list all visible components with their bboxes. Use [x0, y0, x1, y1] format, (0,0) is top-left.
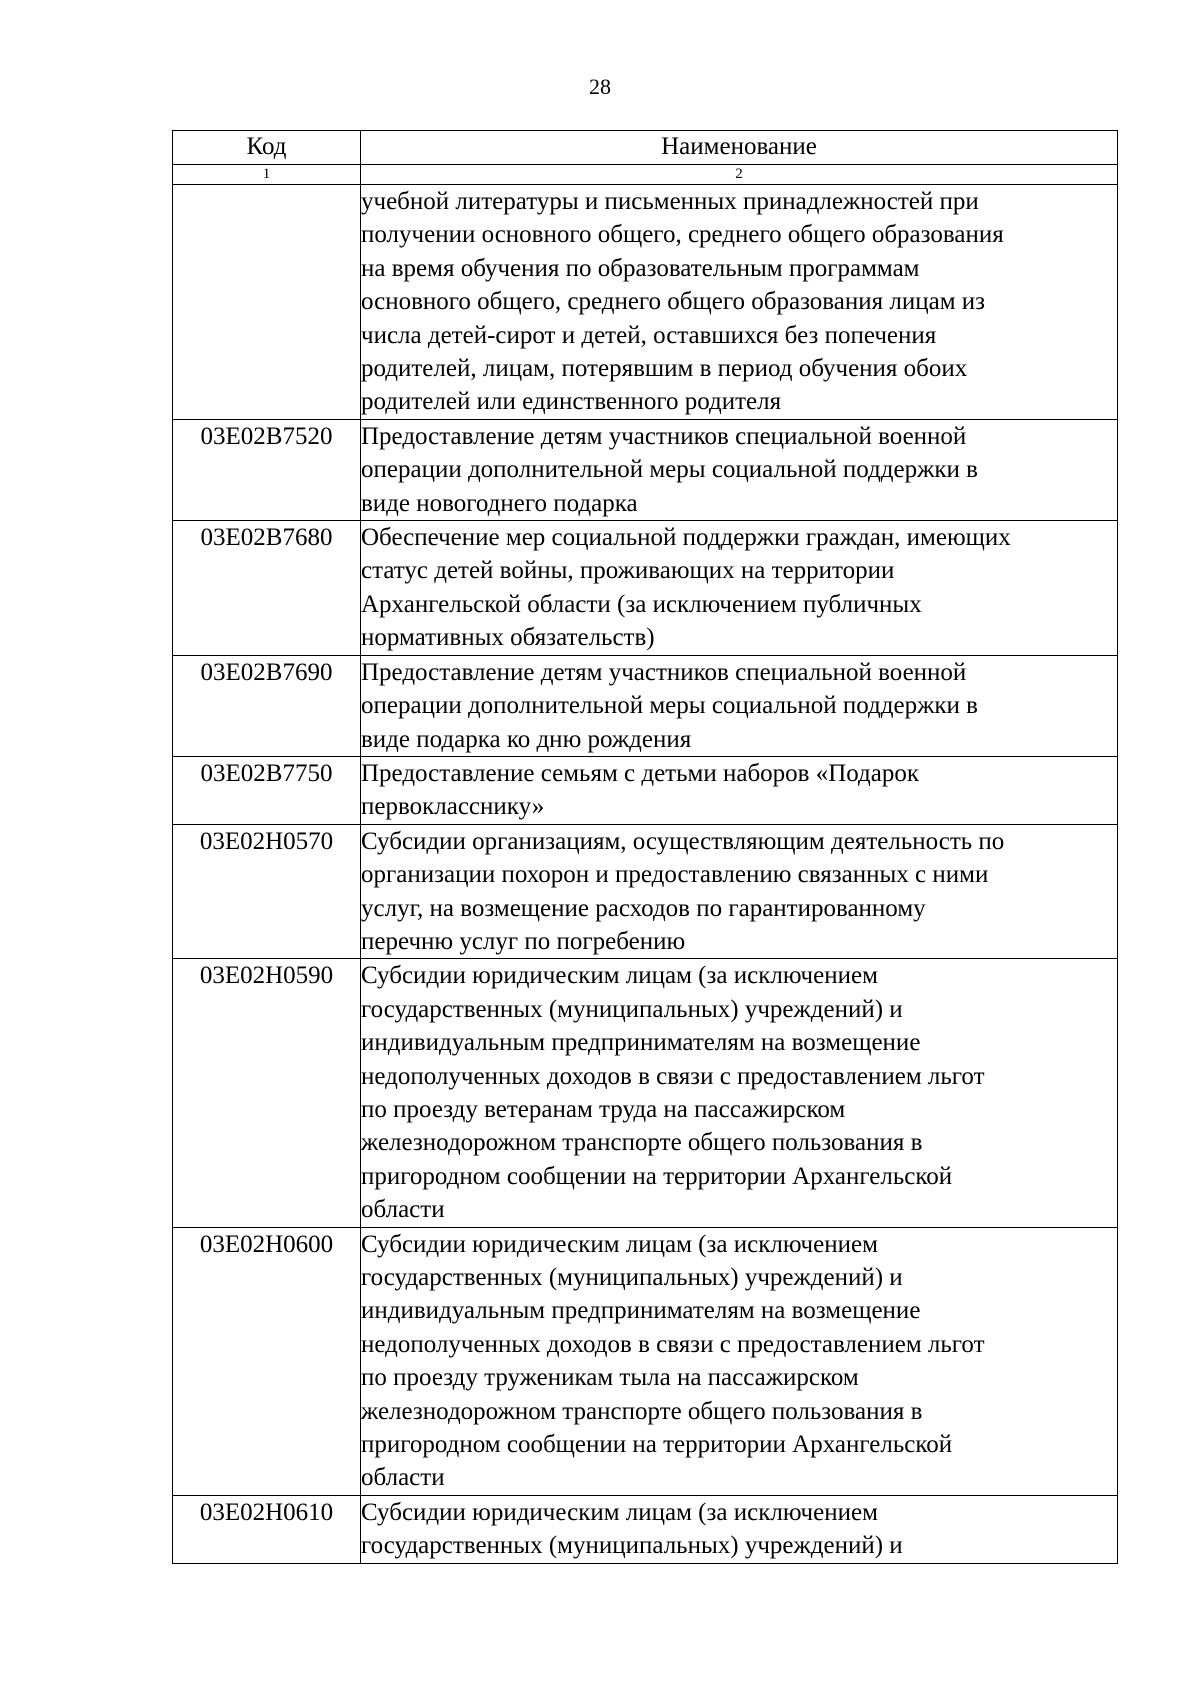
- row-name-line: родителей, лицам, потерявшим в период обучения обоих: [361, 355, 968, 383]
- row-name: [361, 419, 1118, 520]
- row-code: 03Е02Н0590: [173, 959, 361, 1227]
- row-name: [361, 655, 1118, 756]
- column-header-name: Наименование: [361, 131, 1118, 165]
- table-row: [173, 419, 1118, 520]
- row-name: [361, 1495, 1118, 1563]
- column-number-code: 1: [173, 165, 361, 185]
- row-name-line: Субсидии организациям, осуществляющим деятельность по: [361, 827, 1005, 855]
- row-name-line: индивидуальным предпринимателям на возмещение: [361, 1297, 921, 1325]
- row-name-line: первокласснику»: [361, 793, 545, 821]
- table-body: [173, 185, 1118, 1564]
- row-name-line: Субсидии юридическим лицам (за исключением: [361, 962, 878, 990]
- row-name-line: учебной литературы и письменных принадлежностей при: [361, 188, 979, 215]
- table-row: [173, 655, 1118, 756]
- row-name: [361, 1227, 1118, 1495]
- row-name-line: пригородном сообщении на территории Архангельской: [361, 1431, 953, 1459]
- table-row: [173, 824, 1118, 959]
- row-name-line: родителей или единственного родителя: [361, 388, 782, 416]
- row-name-line: статус детей войны, проживающих на территории: [361, 557, 895, 585]
- row-name-line: Архангельской области (за исключением публичных: [361, 590, 922, 618]
- row-name-line: нормативных обязательств): [361, 624, 655, 652]
- row-name-line: услуг, на возмещение расходов по гарантированному: [361, 894, 926, 922]
- table-row: [173, 521, 1118, 656]
- row-name-line: государственных (муниципальных) учреждений) и: [361, 1264, 903, 1291]
- row-code: 03Е02В7750: [173, 756, 361, 824]
- table-row: [173, 959, 1118, 1227]
- row-name-line: Субсидии юридическим лицам (за исключением: [361, 1230, 878, 1258]
- row-name-line: организации похорон и предоставлению связанных с ними: [361, 861, 989, 889]
- row-name-line: виде новогоднего подарка: [361, 489, 638, 517]
- row-name: [361, 756, 1118, 824]
- table-row: [173, 756, 1118, 824]
- row-name-line: государственных (муниципальных) учреждений) и: [361, 995, 903, 1023]
- row-name-line: области: [361, 1464, 445, 1492]
- row-name-line: железнодорожном транспорте общего пользования в: [361, 1397, 923, 1425]
- row-code: 03Е02В7690: [173, 655, 361, 756]
- row-code: 03Е02В7680: [173, 521, 361, 656]
- column-number-row: [173, 165, 1118, 185]
- row-name-line: перечню услуг по погребению: [361, 927, 686, 955]
- row-name-line: на время обучения по образовательным программам: [361, 254, 920, 282]
- table-header-row: [173, 131, 1118, 165]
- row-name-line: операции дополнительной меры социальной поддержки в: [361, 456, 978, 484]
- row-name-line: по проезду ветеранам труда на пассажирском: [361, 1095, 846, 1123]
- row-name-line: Предоставление детям участников специальной военной: [361, 422, 967, 450]
- row-name-line: получении основного общего, среднего общего образования: [361, 221, 1004, 249]
- row-name-line: недополученных доходов в связи с предоставлением льгот: [361, 1062, 985, 1090]
- table-row: [173, 1227, 1118, 1495]
- row-name-line: числа детей-сирот и детей, оставшихся без попечения: [361, 321, 937, 349]
- row-code: 03Е02В7520: [173, 419, 361, 520]
- row-code: 03Е02Н0570: [173, 824, 361, 959]
- row-name-line: Предоставление детям участников специальной военной: [361, 658, 967, 686]
- row-name-line: недополученных доходов в связи с предоставлением льгот: [361, 1330, 985, 1358]
- row-name-line: Субсидии юридическим лицам (за исключением: [361, 1498, 878, 1526]
- row-name-line: Обеспечение мер социальной поддержки граждан, имеющих: [361, 524, 1011, 552]
- row-name-line: железнодорожном транспорте общего пользования в: [361, 1129, 923, 1157]
- row-code: 03Е02Н0600: [173, 1227, 361, 1495]
- column-header-code: Код: [173, 131, 361, 165]
- row-name: [361, 521, 1118, 656]
- row-name-line: основного общего, среднего общего образования лицам из: [361, 288, 986, 316]
- row-name-line: операции дополнительной меры социальной поддержки в: [361, 692, 978, 720]
- budget-code-table: [172, 130, 1118, 1564]
- row-name-line: Предоставление семьям с детьми наборов «Подарок: [361, 759, 920, 787]
- row-code: 03Е02Н0610: [173, 1495, 361, 1563]
- table-row: [173, 185, 1118, 420]
- row-name-line: по проезду труженикам тыла на пассажирском: [361, 1364, 859, 1392]
- row-name: [361, 824, 1118, 959]
- row-name-line: государственных (муниципальных) учреждений) и: [361, 1532, 903, 1560]
- row-code: [173, 185, 361, 420]
- row-name-line: пригородном сообщении на территории Архангельской: [361, 1162, 953, 1190]
- row-name-line: виде подарка ко дню рождения: [361, 725, 692, 753]
- row-name: [361, 185, 1118, 420]
- page-number: 28: [589, 74, 611, 99]
- row-name-line: индивидуальным предпринимателям на возмещение: [361, 1029, 921, 1057]
- row-name-line: области: [361, 1196, 445, 1224]
- table-row: [173, 1495, 1118, 1563]
- column-number-name: 2: [361, 165, 1118, 185]
- row-name: [361, 959, 1118, 1227]
